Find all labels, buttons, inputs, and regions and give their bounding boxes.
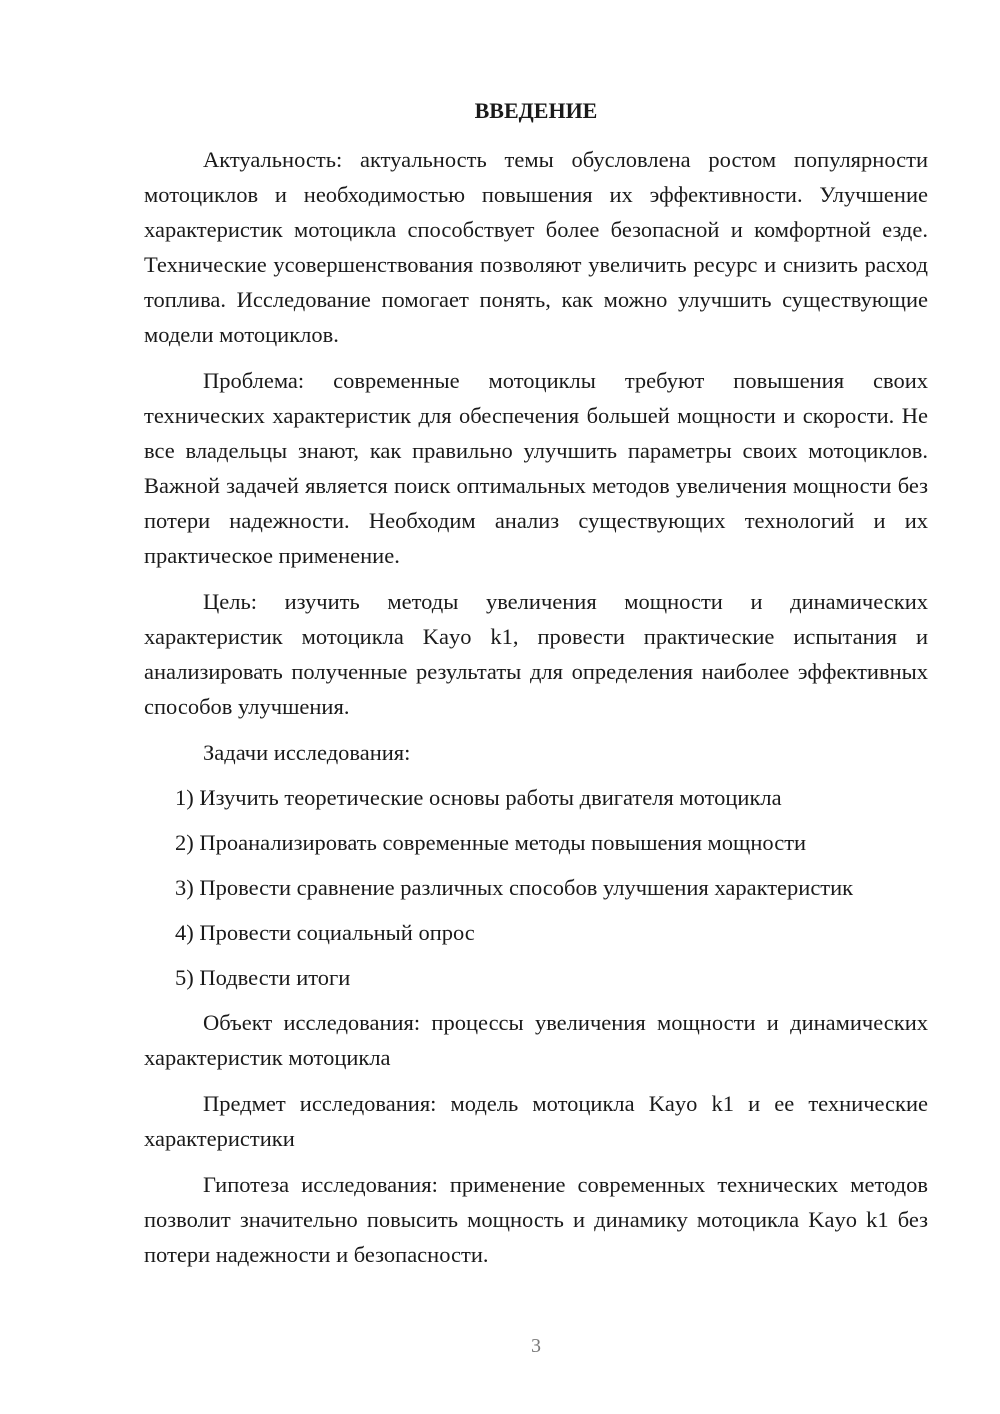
paragraph-relevance: Актуальность: актуальность темы обусловлена ростом популярности мотоциклов и необходимостью повышения их эффективности. Улучшение характеристик мотоцикла способствует более безопасной и комфортной езде. Технические усовершенствования позволяют увеличить ресурс и снизить расход топлива. Исследование помогает понять, как можно улучшить существующие модели мотоциклов. — [144, 147, 928, 347]
paragraph-object: Объект исследования: процессы увеличения мощности и динамических характеристик мотоцикла — [144, 1010, 928, 1070]
list-item: 1) Изучить теоретические основы работы двигателя мотоцикла — [175, 785, 782, 810]
paragraph-subject: Предмет исследования: модель мотоцикла Kayo k1 и ее технические характеристики — [144, 1091, 928, 1151]
paragraph-hypothesis: Гипотеза исследования: применение современных технических методов позволит значительно повысить мощность и динамику мотоцикла Kayo k1 без потери надежности и безопасности. — [144, 1172, 928, 1267]
list-item: 5) Подвести итоги — [175, 965, 351, 990]
tasks-heading: Задачи исследования: — [203, 740, 411, 765]
list-item: 4) Провести социальный опрос — [175, 920, 475, 945]
paragraph-goal: Цель: изучить методы увеличения мощности и динамических характеристик мотоцикла Kayo k1, провести практические испытания и анализировать полученные результаты для определения наиболее эффективных способов улучшения. — [144, 589, 928, 719]
paragraph-problem: Проблема: современные мотоциклы требуют повышения своих технических характеристик для обеспечения большей мощности и скорости. Не все владельцы знают, как правильно улучшить параметры своих мотоциклов. Важной задачей является поиск оптимальных методов увеличения мощности без потери надежности. Необходим анализ существующих технологий и их практическое применение. — [144, 368, 928, 568]
page-number: 3 — [531, 1335, 541, 1357]
list-item: 2) Проанализировать современные методы повышения мощности — [175, 830, 807, 855]
page-title: ВВЕДЕНИЕ — [474, 98, 598, 123]
document-body — [144, 142, 928, 1283]
list-item: 3) Провести сравнение различных способов улучшения характеристик — [175, 875, 854, 900]
tasks-list — [144, 780, 928, 995]
